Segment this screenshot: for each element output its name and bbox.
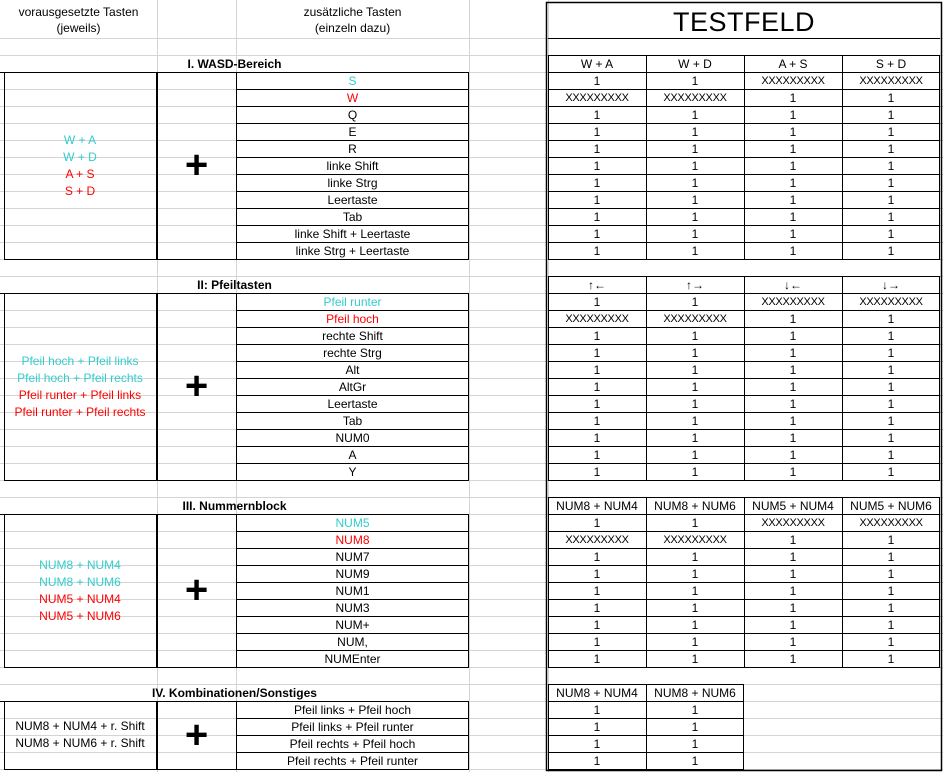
key-cell[interactable]: Pfeil links + Pfeil runter	[291, 719, 414, 734]
prerequisite-combo-label: NUM8 + NUM6	[39, 574, 121, 589]
sheet-title: TESTFELD	[672, 6, 816, 37]
result-cell[interactable]: 1	[691, 141, 699, 156]
result-cell[interactable]: 1	[887, 175, 895, 190]
key-cell[interactable]: NUM3	[335, 600, 370, 615]
key-cell[interactable]: AltGr	[338, 379, 367, 394]
result-cell[interactable]: 1	[887, 447, 895, 462]
key-cell[interactable]: S	[348, 73, 357, 88]
result-cell[interactable]: 1	[593, 141, 601, 156]
prerequisite-combo-label: NUM5 + NUM4	[39, 591, 121, 606]
result-cell[interactable]: 1	[789, 311, 797, 326]
key-cell[interactable]: Pfeil runter	[323, 294, 382, 309]
result-cell[interactable]: 1	[691, 430, 699, 445]
prerequisite-combos	[4, 293, 156, 480]
result-cell[interactable]: 1	[887, 311, 895, 326]
result-cell[interactable]: 1	[691, 396, 699, 411]
result-cell[interactable]: 1	[593, 294, 601, 309]
result-cell[interactable]: 1	[593, 362, 601, 377]
result-cell[interactable]: XXXXXXXXX	[565, 91, 629, 104]
prerequisite-combo-label: W + A	[63, 132, 97, 147]
key-cell[interactable]: linke Strg	[327, 175, 378, 190]
result-cell[interactable]: 1	[593, 175, 601, 190]
result-cell[interactable]: 1	[691, 243, 699, 258]
prerequisite-combo-label: NUM8 + NUM6 + r. Shift	[15, 736, 145, 750]
result-cell[interactable]: 1	[691, 379, 699, 394]
result-cell[interactable]: 1	[691, 617, 699, 632]
prerequisite-combo-label: Pfeil hoch + Pfeil rechts	[17, 370, 143, 385]
result-cell[interactable]: 1	[593, 226, 601, 241]
result-cell[interactable]: 1	[593, 243, 601, 258]
key-cell[interactable]: A	[348, 447, 357, 462]
result-column-header[interactable]: NUM8 + NUM4	[556, 498, 638, 513]
result-cell[interactable]: XXXXXXXXX	[761, 295, 825, 308]
result-cell[interactable]: 1	[789, 90, 797, 105]
prerequisite-combo-label: W + D	[63, 149, 97, 164]
result-cell[interactable]: 1	[789, 141, 797, 156]
result-cell[interactable]: 1	[789, 158, 797, 173]
result-cell[interactable]: 1	[691, 345, 699, 360]
result-cell[interactable]: 1	[789, 583, 797, 598]
result-cell[interactable]: XXXXXXXXX	[565, 533, 629, 546]
result-cell[interactable]: 1	[691, 175, 699, 190]
result-cell[interactable]: 1	[593, 345, 601, 360]
key-cell[interactable]: rechte Strg	[323, 345, 382, 360]
result-cell[interactable]: 1	[887, 107, 895, 122]
prerequisite-combos	[4, 701, 156, 769]
key-cell[interactable]: Y	[348, 464, 357, 479]
key-cell[interactable]: NUM9	[335, 566, 370, 581]
result-cell[interactable]: 1	[887, 430, 895, 445]
key-cell[interactable]: Pfeil links + Pfeil hoch	[293, 702, 412, 717]
result-cell[interactable]: 1	[691, 702, 699, 717]
key-cell[interactable]: W	[346, 90, 359, 105]
result-cell[interactable]: 1	[887, 192, 895, 207]
key-cell[interactable]: Q	[347, 107, 358, 122]
result-cell[interactable]: 1	[789, 209, 797, 224]
result-cell[interactable]: 1	[593, 107, 601, 122]
result-cell[interactable]: 1	[691, 73, 699, 88]
result-column-header[interactable]: ↑←	[588, 277, 606, 292]
result-cell[interactable]: 1	[593, 73, 601, 88]
result-column-header[interactable]: ↓←	[784, 277, 802, 292]
key-cell[interactable]: NUM0	[335, 430, 370, 445]
result-cell[interactable]: 1	[691, 719, 699, 734]
result-cell[interactable]: 1	[593, 583, 601, 598]
result-cell[interactable]: 1	[887, 226, 895, 241]
prerequisite-combo-label: Pfeil hoch + Pfeil links	[21, 353, 139, 368]
prerequisite-combo-label: NUM8 + NUM4	[39, 557, 121, 572]
result-cell[interactable]: 1	[887, 379, 895, 394]
section-heading[interactable]: III. Nummernblock	[182, 498, 287, 513]
result-cell[interactable]: 1	[691, 583, 699, 598]
result-cell[interactable]: 1	[887, 600, 895, 615]
result-cell[interactable]: 1	[887, 243, 895, 258]
result-cell[interactable]: 1	[691, 549, 699, 564]
key-cell[interactable]: NUM,	[337, 634, 368, 649]
plus-sign: +	[184, 143, 209, 187]
result-cell[interactable]: 1	[593, 634, 601, 649]
result-cell[interactable]: XXXXXXXXX	[663, 91, 727, 104]
key-cell[interactable]: rechte Shift	[322, 328, 383, 343]
result-column-header[interactable]: W + A	[580, 56, 614, 71]
key-cell[interactable]: Leertaste	[327, 396, 378, 411]
result-cell[interactable]: 1	[789, 345, 797, 360]
result-cell[interactable]: 1	[691, 226, 699, 241]
result-cell[interactable]: 1	[593, 192, 601, 207]
result-cell[interactable]: 1	[887, 549, 895, 564]
result-cell[interactable]: 1	[691, 566, 699, 581]
result-cell[interactable]: 1	[691, 209, 699, 224]
result-cell[interactable]: 1	[691, 651, 699, 666]
section-heading[interactable]: I. WASD-Bereich	[187, 56, 282, 71]
result-cell[interactable]: 1	[593, 413, 601, 428]
prerequisite-combo-label: Pfeil runter + Pfeil rechts	[14, 404, 146, 419]
prerequisite-combos	[4, 72, 156, 259]
header-additional-line1: zusätzliche Tasten	[303, 5, 402, 19]
result-column-header[interactable]: ↓→	[882, 277, 900, 292]
key-cell[interactable]: NUMEnter	[324, 651, 381, 666]
result-cell[interactable]: 1	[593, 566, 601, 581]
result-cell[interactable]: 1	[789, 175, 797, 190]
result-cell[interactable]: 1	[691, 634, 699, 649]
result-cell[interactable]: 1	[593, 464, 601, 479]
result-cell[interactable]: 1	[691, 464, 699, 479]
result-column-header[interactable]: NUM5 + NUM4	[752, 498, 834, 513]
result-cell[interactable]: 1	[593, 124, 601, 139]
result-cell[interactable]: 1	[887, 532, 895, 547]
result-column-header[interactable]: S + D	[875, 56, 907, 71]
result-cell[interactable]: 1	[789, 617, 797, 632]
result-cell[interactable]: 1	[789, 396, 797, 411]
key-cell[interactable]: E	[348, 124, 357, 139]
result-cell[interactable]: 1	[887, 141, 895, 156]
result-cell[interactable]: 1	[887, 634, 895, 649]
result-cell[interactable]: 1	[789, 226, 797, 241]
result-cell[interactable]: 1	[887, 209, 895, 224]
result-cell[interactable]: 1	[593, 617, 601, 632]
result-cell[interactable]: 1	[789, 532, 797, 547]
result-cell[interactable]: 1	[789, 566, 797, 581]
result-cell[interactable]: 1	[593, 549, 601, 564]
result-cell[interactable]: 1	[691, 107, 699, 122]
result-cell[interactable]: 1	[691, 192, 699, 207]
result-cell[interactable]: 1	[789, 243, 797, 258]
result-cell[interactable]: 1	[593, 447, 601, 462]
result-cell[interactable]: XXXXXXXXX	[859, 295, 923, 308]
header-prerequisite	[0, 4, 157, 36]
key-cell[interactable]: linke Shift	[326, 158, 379, 173]
result-cell[interactable]: 1	[887, 566, 895, 581]
result-cell[interactable]: 1	[887, 345, 895, 360]
key-cell[interactable]: NUM+	[335, 617, 370, 632]
header-prerequisite-line2: (jeweils)	[56, 21, 101, 35]
result-cell[interactable]: 1	[691, 158, 699, 173]
result-cell[interactable]: 1	[887, 124, 895, 139]
result-cell[interactable]: 1	[691, 362, 699, 377]
result-cell[interactable]: XXXXXXXXX	[663, 533, 727, 546]
result-cell[interactable]: 1	[691, 600, 699, 615]
result-cell[interactable]: 1	[789, 124, 797, 139]
header-additional-line2: (einzeln dazu)	[314, 21, 391, 35]
result-cell[interactable]: 1	[593, 651, 601, 666]
result-cell[interactable]: 1	[593, 753, 601, 768]
result-cell[interactable]: 1	[789, 600, 797, 615]
result-cell[interactable]: 1	[887, 90, 895, 105]
result-cell[interactable]: XXXXXXXXX	[761, 516, 825, 529]
plus-sign: +	[184, 568, 209, 612]
key-cell[interactable]: Pfeil hoch	[326, 311, 379, 326]
result-cell[interactable]: 1	[887, 328, 895, 343]
key-cell[interactable]: NUM7	[335, 549, 370, 564]
prerequisite-combo-label: NUM8 + NUM4 + r. Shift	[15, 719, 145, 733]
plus-sign: +	[184, 364, 209, 408]
result-column-header[interactable]: NUM8 + NUM6	[654, 685, 736, 700]
result-cell[interactable]: 1	[887, 362, 895, 377]
result-cell[interactable]: 1	[593, 209, 601, 224]
result-column-header[interactable]: W + D	[678, 56, 712, 71]
result-cell[interactable]: 1	[593, 600, 601, 615]
result-cell[interactable]: 1	[593, 158, 601, 173]
result-column-header[interactable]: NUM8 + NUM4	[556, 685, 638, 700]
result-cell[interactable]: 1	[593, 396, 601, 411]
key-cell[interactable]: Tab	[342, 413, 363, 428]
key-cell[interactable]: linke Shift + Leertaste	[294, 226, 411, 241]
result-cell[interactable]: 1	[887, 413, 895, 428]
result-cell[interactable]: XXXXXXXXX	[859, 74, 923, 87]
result-cell[interactable]: 1	[789, 430, 797, 445]
result-cell[interactable]: 1	[789, 362, 797, 377]
result-cell[interactable]: 1	[691, 447, 699, 462]
section-heading[interactable]: IV. Kombinationen/Sonstiges	[152, 685, 317, 700]
prerequisite-combo-label: Pfeil runter + Pfeil links	[18, 387, 142, 402]
key-cell[interactable]: Pfeil rechts + Pfeil runter	[286, 753, 419, 768]
result-cell[interactable]: 1	[887, 396, 895, 411]
key-cell[interactable]: NUM8	[335, 532, 370, 547]
result-cell[interactable]: 1	[593, 430, 601, 445]
result-cell[interactable]: 1	[789, 634, 797, 649]
result-cell[interactable]: 1	[691, 413, 699, 428]
result-cell[interactable]: XXXXXXXXX	[565, 312, 629, 325]
result-cell[interactable]: 1	[691, 294, 699, 309]
result-column-header[interactable]: NUM8 + NUM6	[654, 498, 736, 513]
result-cell[interactable]: 1	[887, 464, 895, 479]
key-cell[interactable]: linke Strg + Leertaste	[295, 243, 410, 258]
result-cell[interactable]: 1	[691, 328, 699, 343]
result-column-header[interactable]: A + S	[778, 56, 808, 71]
result-column-header[interactable]: ↑→	[686, 277, 704, 292]
plus-sign: +	[184, 712, 209, 757]
header-additional	[236, 4, 469, 36]
result-cell[interactable]: 1	[789, 549, 797, 564]
result-cell[interactable]: 1	[593, 379, 601, 394]
key-cell[interactable]: NUM5	[335, 515, 370, 530]
key-cell[interactable]: R	[348, 141, 357, 156]
result-cell[interactable]: 1	[593, 736, 601, 751]
result-cell[interactable]: 1	[789, 413, 797, 428]
key-cell[interactable]: Leertaste	[327, 192, 378, 207]
result-cell[interactable]: XXXXXXXXX	[761, 74, 825, 87]
prerequisite-combo-label: S + D	[64, 183, 96, 198]
prerequisite-combo-label: A + S	[65, 166, 95, 181]
result-cell[interactable]: 1	[789, 651, 797, 666]
result-cell[interactable]: 1	[887, 651, 895, 666]
result-cell[interactable]: 1	[789, 447, 797, 462]
result-cell[interactable]: 1	[593, 702, 601, 717]
key-cell[interactable]: Tab	[342, 209, 363, 224]
section-heading[interactable]: II: Pfeiltasten	[197, 277, 272, 292]
result-cell[interactable]: 1	[691, 515, 699, 530]
result-cell[interactable]: 1	[789, 328, 797, 343]
prerequisite-combos	[4, 514, 156, 667]
result-cell[interactable]: 1	[789, 107, 797, 122]
header-prerequisite-line1: vorausgesetzte Tasten	[18, 5, 139, 19]
result-cell[interactable]: 1	[789, 379, 797, 394]
prerequisite-combo-label: NUM5 + NUM6	[39, 608, 121, 623]
result-cell[interactable]: XXXXXXXXX	[663, 312, 727, 325]
result-cell[interactable]: 1	[789, 464, 797, 479]
result-cell[interactable]: 1	[691, 753, 699, 768]
result-cell[interactable]: 1	[691, 736, 699, 751]
result-cell[interactable]: 1	[887, 583, 895, 598]
result-cell[interactable]: 1	[691, 124, 699, 139]
key-cell[interactable]: Alt	[345, 362, 360, 377]
result-cell[interactable]: 1	[887, 158, 895, 173]
result-column-header[interactable]: NUM5 + NUM6	[850, 498, 932, 513]
result-cell[interactable]: 1	[887, 617, 895, 632]
result-cell[interactable]: XXXXXXXXX	[859, 516, 923, 529]
key-cell[interactable]: NUM1	[335, 583, 370, 598]
result-cell[interactable]: 1	[789, 192, 797, 207]
result-cell[interactable]: 1	[593, 719, 601, 734]
key-cell[interactable]: Pfeil rechts + Pfeil hoch	[289, 736, 416, 751]
result-cell[interactable]: 1	[593, 328, 601, 343]
result-cell[interactable]: 1	[593, 515, 601, 530]
